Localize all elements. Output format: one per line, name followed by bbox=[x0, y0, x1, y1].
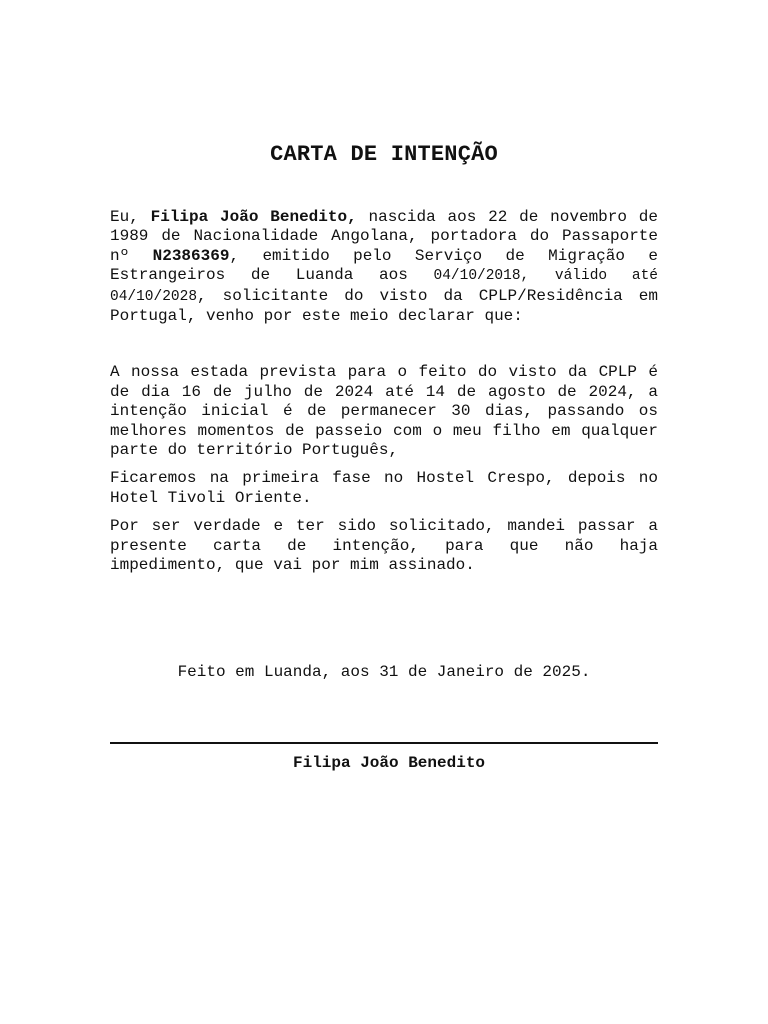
letter-body bbox=[110, 208, 658, 585]
intro-text-1: Eu, bbox=[110, 208, 151, 226]
document-title: CARTA DE INTENÇÃO bbox=[270, 142, 498, 167]
signature-name: Filipa João Benedito bbox=[292, 754, 486, 772]
place-and-date: Feito em Luanda, aos 31 de Janeiro de 2025. bbox=[177, 663, 591, 681]
intro-text-4 bbox=[529, 266, 555, 284]
declarant-name: Filipa João Benedito, bbox=[150, 208, 357, 226]
passport-number: N2386369 bbox=[152, 246, 230, 265]
intro-text-2: nascida aos 22 de novembro de 1989 de Nacionalidade Angolana, portadora do Passaporte nº bbox=[110, 208, 659, 265]
intro-text-3: , emitido pelo Serviço de Migração e Estrangeiros de Luanda aos bbox=[110, 246, 658, 285]
signature-line bbox=[110, 742, 658, 744]
intro-paragraph bbox=[110, 208, 658, 326]
issue-date: 04/10/2018, bbox=[433, 268, 530, 285]
intro-text-5: , solicitante do visto da CPLP/Residência em Portugal, venho por este meio declarar que: bbox=[110, 286, 658, 326]
closing-paragraph: Por ser verdade e ter sido solicitado, mandei passar a presente carta de intenção, para que não haja impedimento, que vai por mim assinado. bbox=[110, 517, 658, 575]
accommodation-paragraph: Ficaremos na primeira fase no Hostel Crespo, depois no Hotel Tivoli Oriente. bbox=[110, 469, 658, 507]
stay-paragraph: A nossa estada prevista para o feito do visto da CPLP é de dia 16 de julho de 2024 até 14 de agosto de 2024, a intenção inicial é de permanecer 30 dias, passando os melhores momentos de passeio com o meu filho em qualquer parte do território Português, bbox=[110, 363, 658, 460]
validity-date: válido até 04/10/2028 bbox=[110, 268, 658, 305]
